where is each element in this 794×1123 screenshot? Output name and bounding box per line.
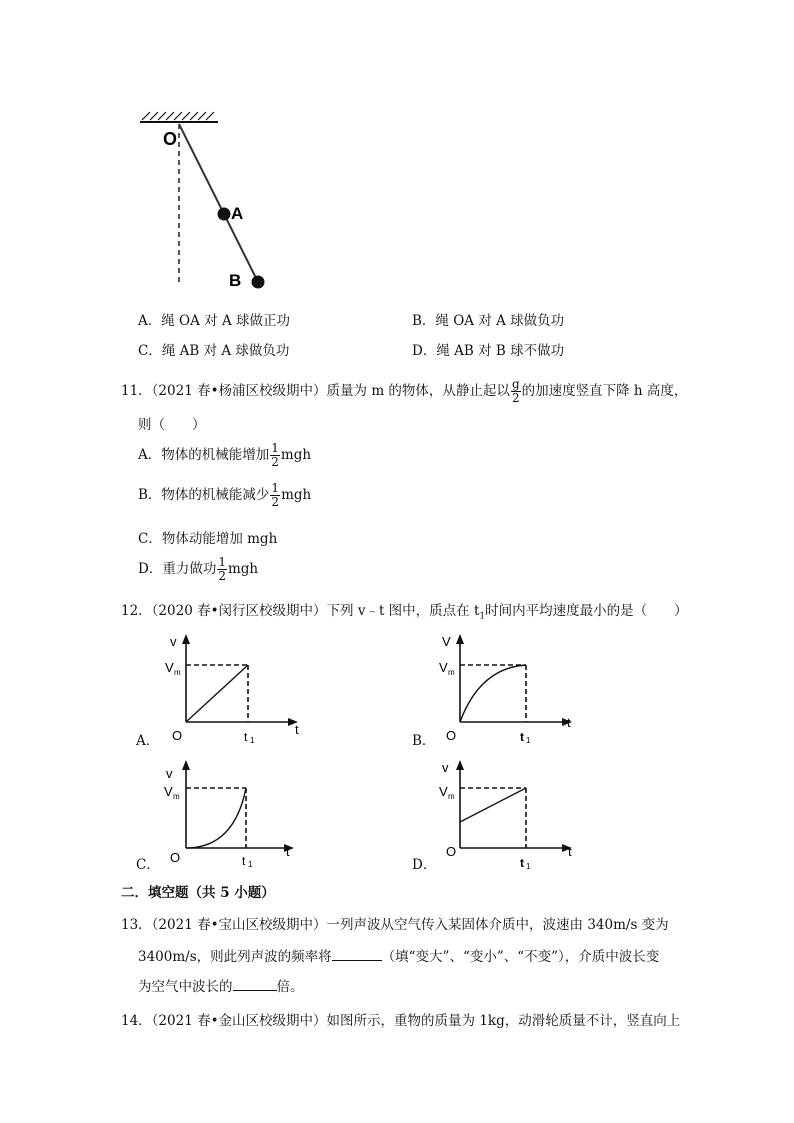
point-b-label: B — [229, 271, 242, 290]
q12-graph-b — [434, 630, 584, 748]
q12-graph-a — [160, 630, 310, 748]
pendulum-figure — [130, 104, 280, 300]
svg-text:t: t — [286, 844, 290, 859]
svg-text:m: m — [448, 668, 455, 677]
svg-text:v: v — [166, 766, 173, 781]
q11-stem-line2: 则（ ） — [138, 417, 206, 433]
ball-b — [252, 276, 265, 289]
svg-text:V: V — [442, 634, 451, 649]
q11-fraction: $\frac{g}{2}$ — [511, 377, 520, 405]
svg-text:t: t — [568, 844, 572, 859]
q12-graph-d — [434, 756, 584, 874]
svg-text:t: t — [295, 722, 299, 737]
q11-option-b: B．物体的机械能减少 $\frac{1}{2}$ mgh — [138, 481, 312, 509]
q14-line1: 14．（2021 春•金山区校级期中）如图所示，重物的质量为 1kg，动滑轮质量不计，竖直向上 — [121, 1013, 681, 1029]
q11-stem-part1: 11．（2021 春•杨浦区校级期中）质量为 m 的物体，从静止起以 — [121, 383, 510, 399]
q13-line1: 13．（2021 春•宝山区校级期中）一列声波从空气传入某固体介质中，波速由 340m/s 变为 — [121, 917, 669, 933]
svg-text:V: V — [164, 784, 173, 799]
q11-stem — [121, 378, 687, 405]
q12-option-b-label: B． — [412, 733, 436, 749]
svg-text:m: m — [174, 668, 181, 677]
q11-option-c: C．物体动能增加 mgh — [138, 531, 278, 547]
svg-text:1: 1 — [250, 736, 255, 745]
q12-option-c-label: C． — [136, 857, 160, 873]
svg-text:t: t — [520, 856, 524, 870]
q13-line3: 为空气中波长的 倍。 — [138, 976, 304, 996]
q12-graph-c — [160, 756, 310, 874]
svg-text:v: v — [170, 634, 177, 649]
q12-stem: 12．（2020 春•闵行区校级期中）下列 v﹣t 图中，质点在 $t_1$时间内平均速度最小的是（ ） — [121, 603, 688, 622]
svg-text:m: m — [448, 792, 455, 801]
q11-option-d: D．重力做功 $\frac{1}{2}$ mgh — [138, 555, 259, 583]
answer-blank-2[interactable] — [233, 976, 277, 991]
section-title: 二．填空题（共 5 小题） — [121, 885, 275, 901]
svg-text:v: v — [442, 760, 449, 775]
q10-option-a: A．绳 OA 对 A 球做正功 — [138, 313, 290, 329]
svg-text:O: O — [172, 728, 183, 743]
point-a-label: A — [231, 204, 244, 223]
q10-option-b: B．绳 OA 对 A 球做负功 — [412, 313, 565, 329]
svg-text:O: O — [446, 844, 457, 859]
ball-a — [218, 208, 231, 221]
answer-blank-1[interactable] — [332, 946, 382, 961]
svg-text:O: O — [170, 850, 181, 865]
q11-stem-part2: 的加速度竖直下降 h 高度， — [521, 383, 688, 399]
svg-text:t: t — [520, 730, 524, 744]
svg-text:m: m — [173, 792, 180, 801]
svg-text:1: 1 — [248, 860, 253, 869]
svg-text:O: O — [446, 728, 457, 743]
svg-text:t: t — [567, 715, 571, 730]
q12-option-d-label: D． — [412, 857, 437, 873]
svg-text:1: 1 — [526, 862, 531, 871]
svg-text:t: t — [242, 854, 246, 868]
svg-text:1: 1 — [526, 736, 531, 745]
q13-line2: 3400m/s，则此列声波的频率将 （填“变大”、“变小”、“不变”），介质中波长变 — [138, 946, 659, 966]
q11-option-a: A．物体的机械能增加 $\frac{1}{2}$ mgh — [138, 441, 312, 469]
svg-text:V: V — [439, 660, 448, 675]
q10-option-c: C．绳 AB 对 A 球做负功 — [138, 343, 290, 359]
point-o-label: O — [163, 129, 178, 149]
svg-text:t: t — [244, 730, 248, 744]
q12-option-a-label: A． — [136, 733, 160, 749]
svg-text:V: V — [439, 784, 448, 799]
q10-option-d: D．绳 AB 对 B 球不做功 — [412, 343, 565, 359]
svg-text:V: V — [165, 660, 174, 675]
